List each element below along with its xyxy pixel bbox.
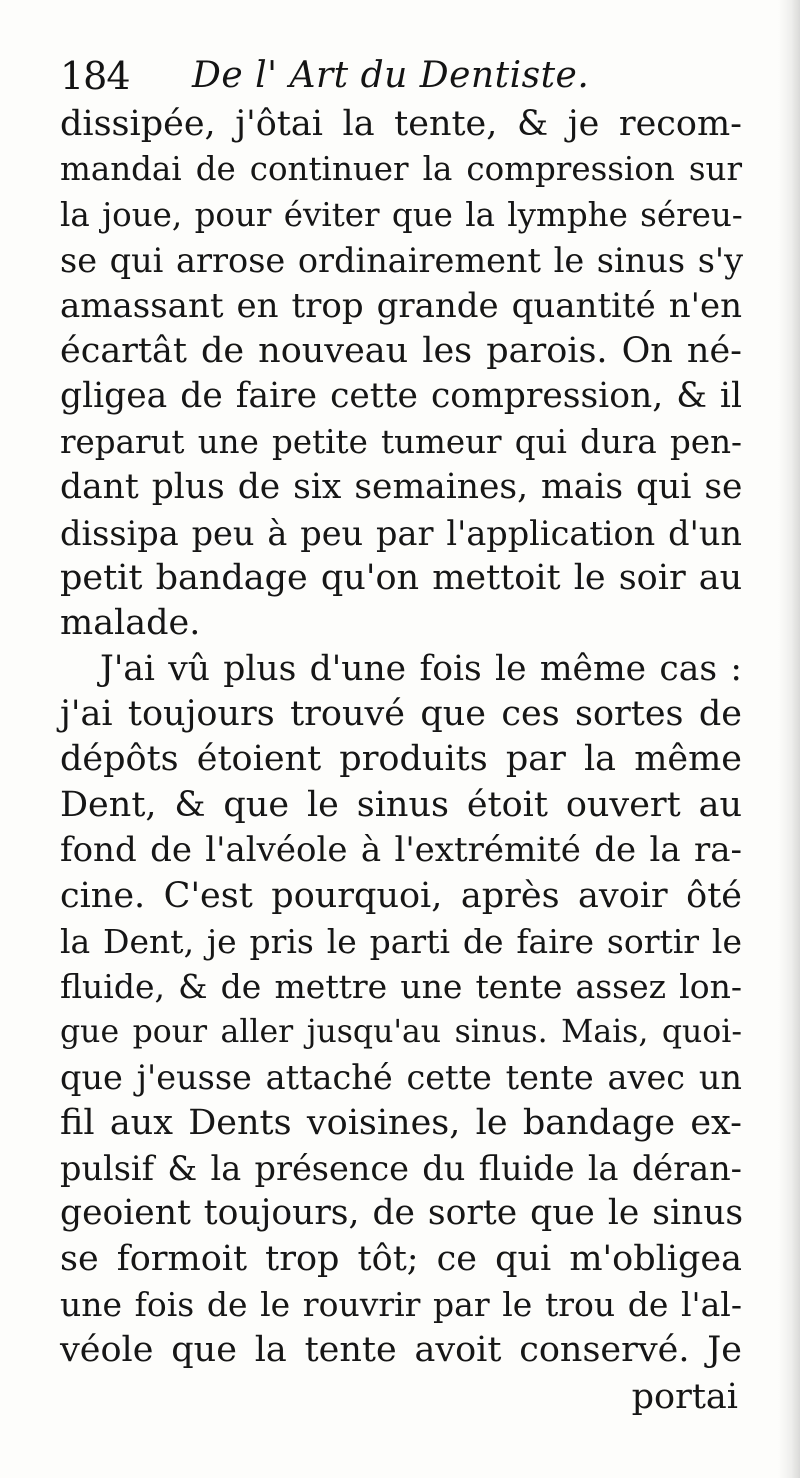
text-line: geoient toujours, de sorte que le sinus (60, 1193, 744, 1234)
text-line: gligea de faire cette compression, & il (60, 376, 742, 417)
text-line: fond de l'alvéole à l'extrémité de la ra- (60, 830, 742, 871)
page-number: 184 (60, 54, 130, 98)
text-line: fil aux Dents voisines, le bandage ex- (60, 1102, 742, 1143)
running-head: De l' Art du Dentiste. (192, 55, 590, 96)
text-line: dépôts étoient produits par la même (60, 739, 742, 780)
text-line: j'ai toujours trouvé que ces sortes de (60, 694, 742, 735)
text-line: dissipa peu à peu par l'application d'un (60, 513, 742, 553)
text-line: dissipée, j'ôtai la tente, & je recom- (60, 104, 742, 144)
text-line: la Dent, je pris le parti de faire sortir le (60, 922, 742, 962)
text-line: petit bandage qu'on mettoit le soir au (60, 557, 743, 598)
text-line: Dent, & que le sinus étoit ouvert au (60, 784, 742, 825)
text-line: J'ai vû plus d'une fois le même cas : (100, 648, 742, 689)
text-line: gue pour aller jusqu'au sinus. Mais, quoi- (60, 1013, 742, 1050)
catchword: portai (631, 1377, 738, 1417)
text-line: une fois de le rouvrir par le trou de l'al- (60, 1285, 742, 1325)
text-line: véole que la tente avoit conservé. Je (60, 1329, 742, 1370)
text-line: reparut une petite tumeur qui dura pen- (60, 422, 742, 461)
text-line: cine. C'est pourquoi, après avoir ôté (60, 875, 742, 916)
text-line: malade. (60, 603, 201, 644)
page-header (60, 50, 760, 102)
page-edge-shadow (778, 0, 800, 1478)
text-line: écartât de nouveau les parois. On né- (60, 330, 742, 371)
text-line: dant plus de six semaines, mais qui se (60, 467, 743, 508)
text-line: que j'eusse attaché cette tente avec un (60, 1058, 742, 1098)
text-line: la joue, pour éviter que la lymphe séreu- (60, 195, 743, 234)
text-line: se formoit trop tôt; ce qui m'obligea (60, 1238, 742, 1279)
text-line: mandai de continuer la compression sur (60, 150, 742, 189)
text-line: se qui arrose ordinairement le sinus s'y (60, 241, 744, 281)
text-line: amassant en trop grande quantité n'en (60, 285, 742, 326)
text-line: fluide, & de mettre une tente assez lon- (60, 967, 742, 1007)
text-line: pulsif & la présence du fluide la déran- (60, 1148, 742, 1188)
body-text (60, 102, 742, 1373)
